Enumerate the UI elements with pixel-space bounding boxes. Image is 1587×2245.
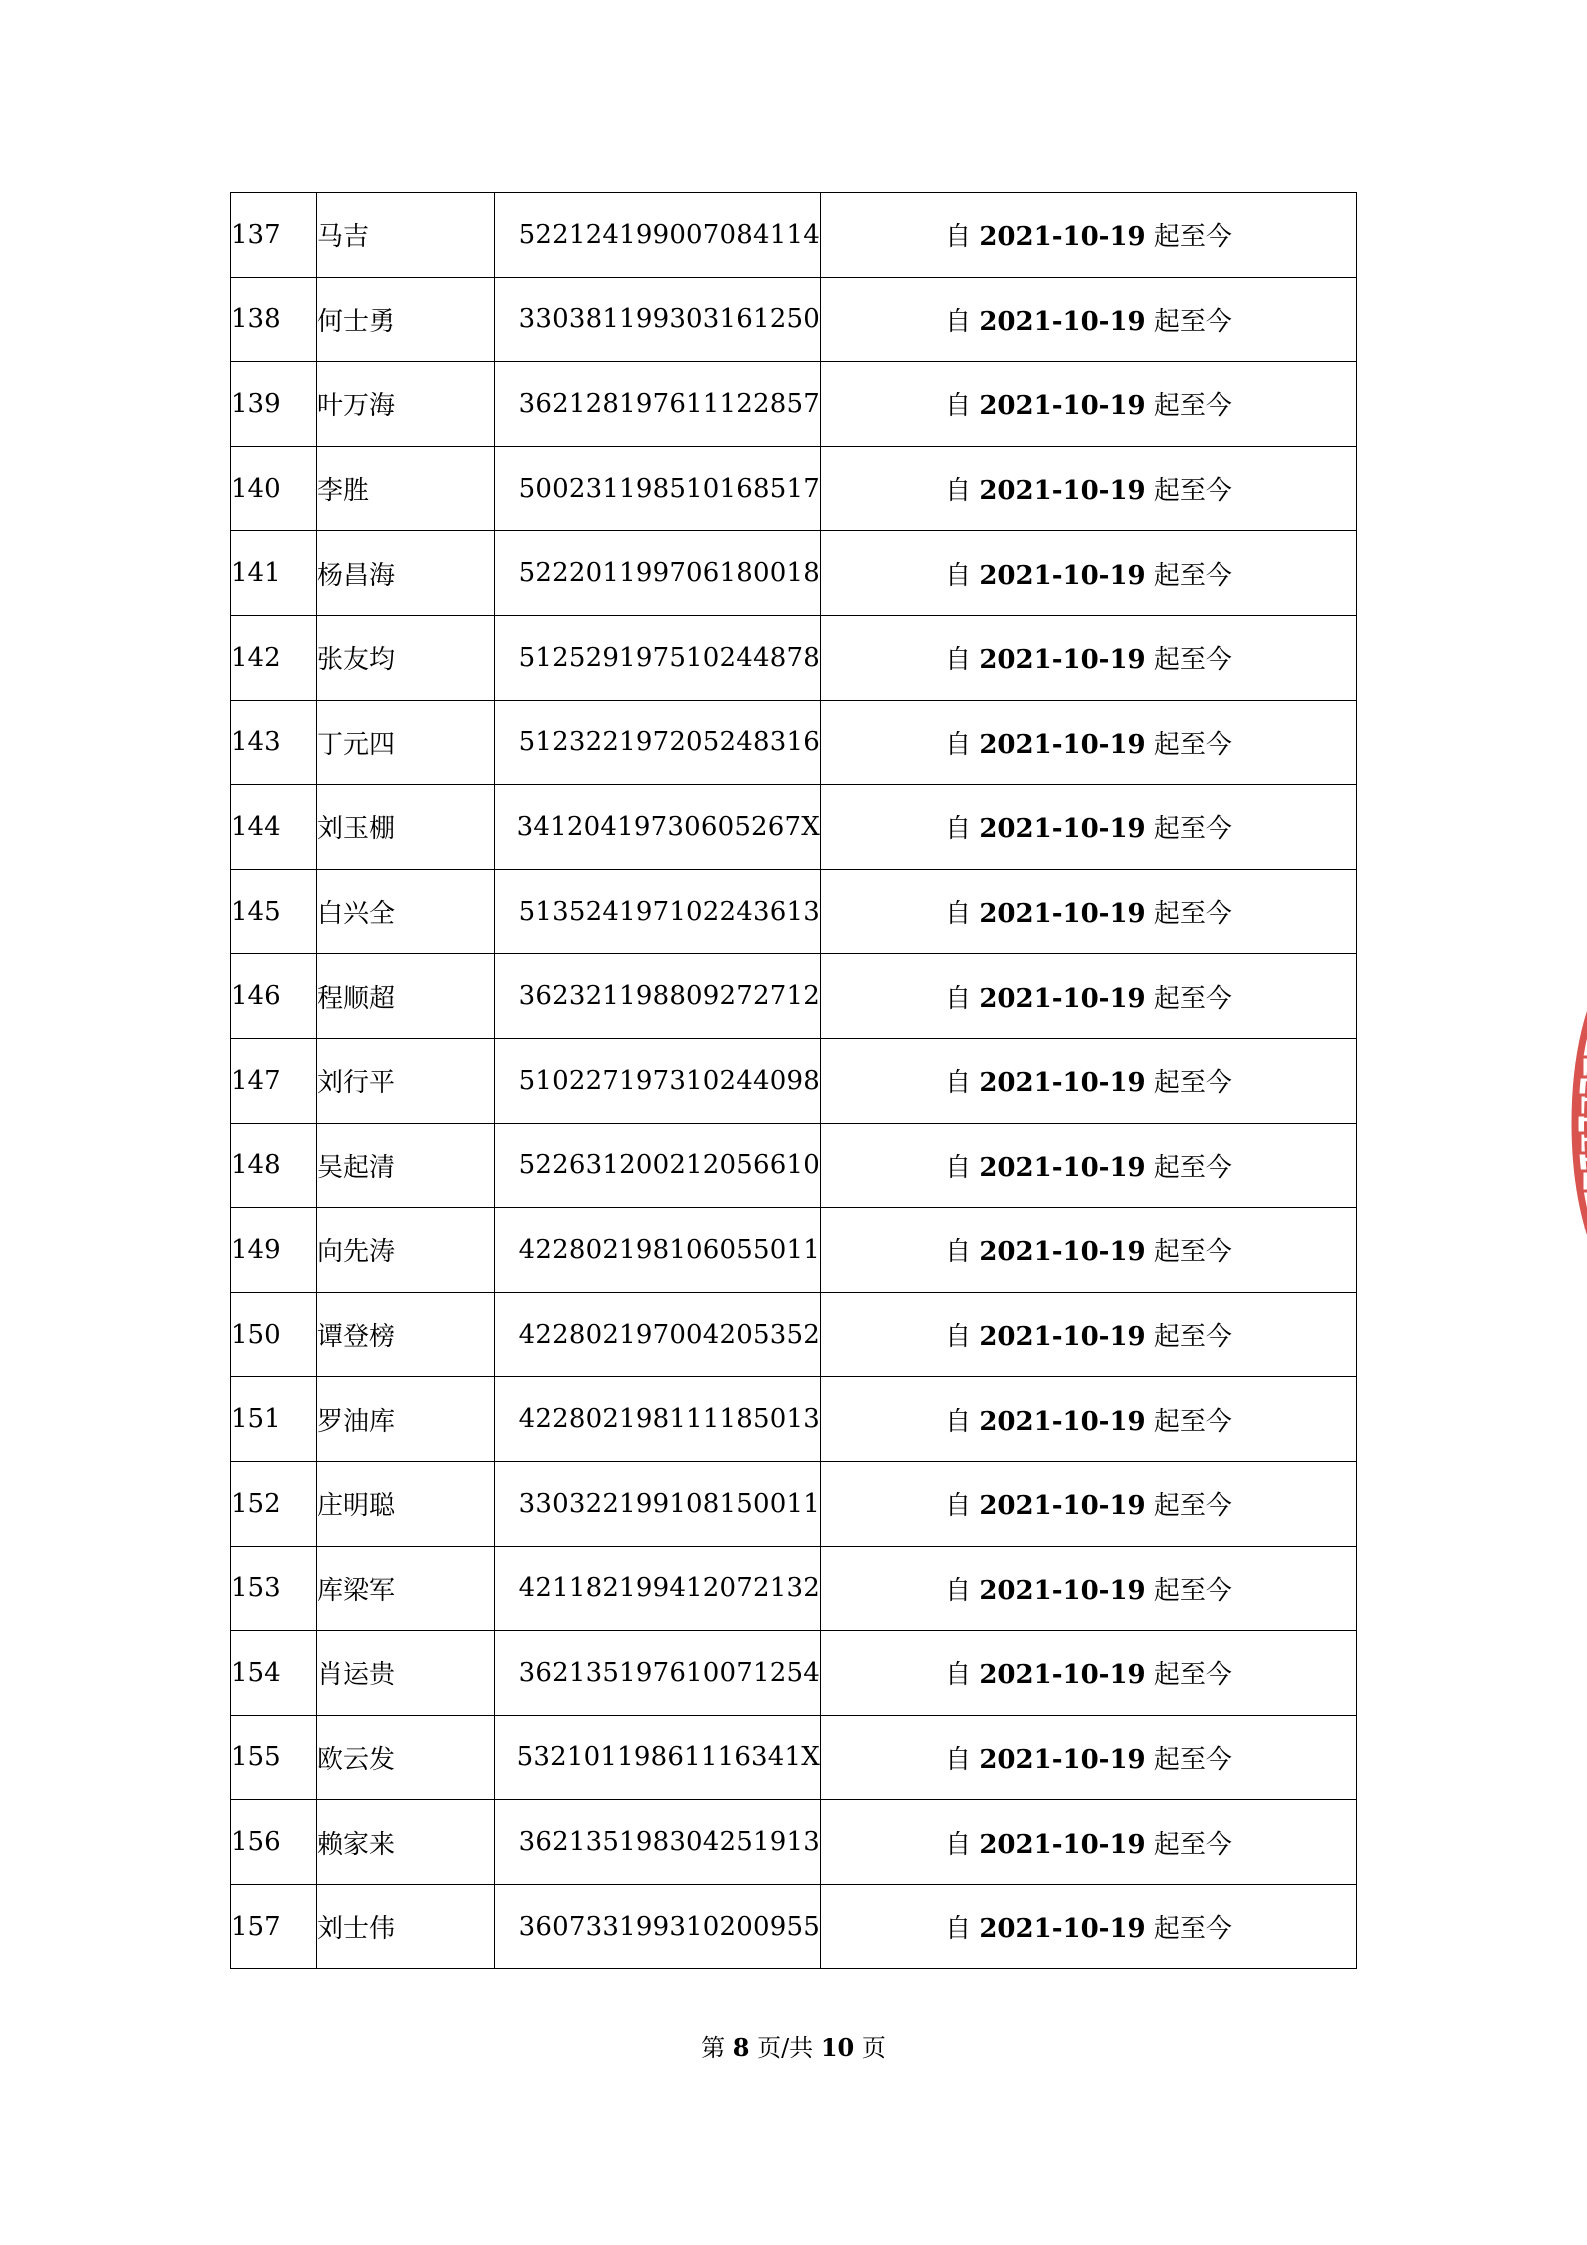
cell-serial-number: 149 <box>231 1208 317 1293</box>
period-start-date: 2021-10-19 <box>979 1575 1146 1606</box>
cell-period <box>821 446 1357 531</box>
table-row <box>231 446 1357 531</box>
cell-period <box>821 869 1357 954</box>
cell-id-number: 362135197610071254 <box>495 1631 821 1716</box>
period-suffix: 起至今 <box>1153 899 1232 930</box>
footer-middle: 页/共 <box>757 2034 814 2062</box>
cell-serial-number: 156 <box>231 1800 317 1885</box>
period-suffix: 起至今 <box>1153 476 1232 507</box>
period-prefix: 自 <box>945 645 972 676</box>
cell-period <box>821 1292 1357 1377</box>
period-start-date: 2021-10-19 <box>979 1406 1146 1437</box>
period-prefix: 自 <box>945 1406 972 1437</box>
cell-period <box>821 785 1357 870</box>
period-prefix: 自 <box>945 899 972 930</box>
cell-serial-number: 137 <box>231 193 317 278</box>
period-prefix: 自 <box>945 1914 972 1945</box>
cell-id-number: 362128197611122857 <box>495 362 821 447</box>
cell-serial-number: 145 <box>231 869 317 954</box>
cell-serial-number: 138 <box>231 277 317 362</box>
roster-table <box>230 192 1357 1969</box>
table-row <box>231 1292 1357 1377</box>
cell-serial-number: 143 <box>231 700 317 785</box>
cell-id-number: 360733199310200955 <box>495 1884 821 1969</box>
period-suffix: 起至今 <box>1153 222 1232 253</box>
period-start-date: 2021-10-19 <box>979 899 1146 930</box>
period-start-date: 2021-10-19 <box>979 476 1146 507</box>
cell-id-number: 34120419730605267X <box>495 785 821 870</box>
table-row <box>231 869 1357 954</box>
cell-period <box>821 531 1357 616</box>
cell-period <box>821 1631 1357 1716</box>
table-row <box>231 1631 1357 1716</box>
cell-serial-number: 152 <box>231 1461 317 1546</box>
cell-id-number: 362321198809272712 <box>495 954 821 1039</box>
cell-id-number: 513524197102243613 <box>495 869 821 954</box>
cell-serial-number: 150 <box>231 1292 317 1377</box>
table-row <box>231 615 1357 700</box>
cell-serial-number: 141 <box>231 531 317 616</box>
cell-id-number: 422802198106055011 <box>495 1208 821 1293</box>
cell-person-name: 刘玉棚 <box>317 785 495 870</box>
cell-period <box>821 1461 1357 1546</box>
period-start-date: 2021-10-19 <box>979 814 1146 845</box>
period-prefix: 自 <box>945 391 972 422</box>
cell-person-name: 丁元四 <box>317 700 495 785</box>
cell-period <box>821 1123 1357 1208</box>
period-suffix: 起至今 <box>1153 1914 1232 1945</box>
period-suffix: 起至今 <box>1153 306 1232 337</box>
cell-period <box>821 954 1357 1039</box>
cell-period <box>821 362 1357 447</box>
period-suffix: 起至今 <box>1153 983 1232 1014</box>
period-suffix: 起至今 <box>1153 1575 1232 1606</box>
period-prefix: 自 <box>945 1237 972 1268</box>
cell-person-name: 李胜 <box>317 446 495 531</box>
cell-period <box>821 1038 1357 1123</box>
cell-id-number: 330322199108150011 <box>495 1461 821 1546</box>
roster-table-body <box>231 193 1357 1969</box>
period-suffix: 起至今 <box>1153 1322 1232 1353</box>
table-row <box>231 362 1357 447</box>
period-suffix: 起至今 <box>1153 1406 1232 1437</box>
period-prefix: 自 <box>945 1660 972 1691</box>
cell-period <box>821 1546 1357 1631</box>
table-row <box>231 1715 1357 1800</box>
cell-person-name: 庄明聪 <box>317 1461 495 1546</box>
cell-id-number: 522201199706180018 <box>495 531 821 616</box>
cell-period <box>821 277 1357 362</box>
cell-period <box>821 1715 1357 1800</box>
period-suffix: 起至今 <box>1153 1491 1232 1522</box>
cell-period <box>821 615 1357 700</box>
cell-period <box>821 1800 1357 1885</box>
cell-serial-number: 146 <box>231 954 317 1039</box>
period-start-date: 2021-10-19 <box>979 1322 1146 1353</box>
period-prefix: 自 <box>945 1744 972 1775</box>
period-suffix: 起至今 <box>1153 645 1232 676</box>
period-start-date: 2021-10-19 <box>979 1491 1146 1522</box>
period-prefix: 自 <box>945 560 972 591</box>
cell-serial-number: 153 <box>231 1546 317 1631</box>
cell-person-name: 谭登榜 <box>317 1292 495 1377</box>
cell-person-name: 程顺超 <box>317 954 495 1039</box>
cell-person-name: 何士勇 <box>317 277 495 362</box>
table-row <box>231 531 1357 616</box>
period-prefix: 自 <box>945 983 972 1014</box>
period-suffix: 起至今 <box>1153 1660 1232 1691</box>
cell-serial-number: 140 <box>231 446 317 531</box>
period-prefix: 自 <box>945 1152 972 1183</box>
period-start-date: 2021-10-19 <box>979 222 1146 253</box>
cell-id-number: 362135198304251913 <box>495 1800 821 1885</box>
cell-person-name: 欧云发 <box>317 1715 495 1800</box>
cell-person-name: 向先涛 <box>317 1208 495 1293</box>
cell-id-number: 512322197205248316 <box>495 700 821 785</box>
period-start-date: 2021-10-19 <box>979 729 1146 760</box>
cell-id-number: 53210119861116341X <box>495 1715 821 1800</box>
period-suffix: 起至今 <box>1153 1744 1232 1775</box>
cell-id-number: 421182199412072132 <box>495 1546 821 1631</box>
cell-serial-number: 147 <box>231 1038 317 1123</box>
period-start-date: 2021-10-19 <box>979 1068 1146 1099</box>
cell-serial-number: 148 <box>231 1123 317 1208</box>
table-row <box>231 785 1357 870</box>
period-suffix: 起至今 <box>1153 560 1232 591</box>
footer-current-page: 8 <box>732 2033 750 2062</box>
cell-id-number: 422802197004205352 <box>495 1292 821 1377</box>
period-prefix: 自 <box>945 1068 972 1099</box>
table-row <box>231 1546 1357 1631</box>
footer-total-pages: 10 <box>820 2033 855 2062</box>
table-row <box>231 1461 1357 1546</box>
cell-period <box>821 1884 1357 1969</box>
cell-person-name: 刘士伟 <box>317 1884 495 1969</box>
period-start-date: 2021-10-19 <box>979 391 1146 422</box>
footer-suffix: 页 <box>861 2034 886 2062</box>
cell-period <box>821 193 1357 278</box>
cell-person-name: 白兴全 <box>317 869 495 954</box>
cell-id-number: 500231198510168517 <box>495 446 821 531</box>
cell-id-number: 522124199007084114 <box>495 193 821 278</box>
table-row <box>231 1884 1357 1969</box>
table-row <box>231 1208 1357 1293</box>
cell-person-name: 吴起清 <box>317 1123 495 1208</box>
period-prefix: 自 <box>945 729 972 760</box>
cell-person-name: 赖家来 <box>317 1800 495 1885</box>
cell-id-number: 330381199303161250 <box>495 277 821 362</box>
cell-serial-number: 139 <box>231 362 317 447</box>
period-suffix: 起至今 <box>1153 1068 1232 1099</box>
cell-period <box>821 1377 1357 1462</box>
red-seal-stamp <box>1556 965 1587 1281</box>
cell-person-name: 杨昌海 <box>317 531 495 616</box>
cell-person-name: 罗油库 <box>317 1377 495 1462</box>
period-start-date: 2021-10-19 <box>979 1660 1146 1691</box>
cell-serial-number: 151 <box>231 1377 317 1462</box>
period-start-date: 2021-10-19 <box>979 1237 1146 1268</box>
cell-person-name: 张友均 <box>317 615 495 700</box>
cell-serial-number: 144 <box>231 785 317 870</box>
period-suffix: 起至今 <box>1153 814 1232 845</box>
period-prefix: 自 <box>945 1829 972 1860</box>
period-start-date: 2021-10-19 <box>979 1829 1146 1860</box>
period-start-date: 2021-10-19 <box>979 1744 1146 1775</box>
period-prefix: 自 <box>945 1575 972 1606</box>
period-suffix: 起至今 <box>1153 1829 1232 1860</box>
period-prefix: 自 <box>945 222 972 253</box>
period-suffix: 起至今 <box>1153 1237 1232 1268</box>
cell-period <box>821 1208 1357 1293</box>
table-row <box>231 1038 1357 1123</box>
period-prefix: 自 <box>945 814 972 845</box>
period-suffix: 起至今 <box>1153 729 1232 760</box>
period-prefix: 自 <box>945 476 972 507</box>
cell-person-name: 肖运贵 <box>317 1631 495 1716</box>
period-start-date: 2021-10-19 <box>979 645 1146 676</box>
period-suffix: 起至今 <box>1153 1152 1232 1183</box>
cell-person-name: 刘行平 <box>317 1038 495 1123</box>
table-row <box>231 277 1357 362</box>
cell-id-number: 510227197310244098 <box>495 1038 821 1123</box>
table-row <box>231 1123 1357 1208</box>
footer-prefix: 第 <box>701 2034 726 2062</box>
cell-serial-number: 154 <box>231 1631 317 1716</box>
period-prefix: 自 <box>945 306 972 337</box>
cell-id-number: 522631200212056610 <box>495 1123 821 1208</box>
table-row <box>231 193 1357 278</box>
table-row <box>231 700 1357 785</box>
cell-id-number: 422802198111185013 <box>495 1377 821 1462</box>
period-start-date: 2021-10-19 <box>979 560 1146 591</box>
period-start-date: 2021-10-19 <box>979 1152 1146 1183</box>
cell-person-name: 马吉 <box>317 193 495 278</box>
cell-person-name: 叶万海 <box>317 362 495 447</box>
cell-person-name: 库梁军 <box>317 1546 495 1631</box>
cell-serial-number: 157 <box>231 1884 317 1969</box>
page-footer <box>0 2028 1587 2063</box>
table-row <box>231 1377 1357 1462</box>
table-row <box>231 954 1357 1039</box>
period-start-date: 2021-10-19 <box>979 1914 1146 1945</box>
period-prefix: 自 <box>945 1491 972 1522</box>
cell-period <box>821 700 1357 785</box>
period-prefix: 自 <box>945 1322 972 1353</box>
cell-id-number: 512529197510244878 <box>495 615 821 700</box>
cell-serial-number: 142 <box>231 615 317 700</box>
table-row <box>231 1800 1357 1885</box>
period-suffix: 起至今 <box>1153 391 1232 422</box>
cell-serial-number: 155 <box>231 1715 317 1800</box>
period-start-date: 2021-10-19 <box>979 306 1146 337</box>
period-start-date: 2021-10-19 <box>979 983 1146 1014</box>
